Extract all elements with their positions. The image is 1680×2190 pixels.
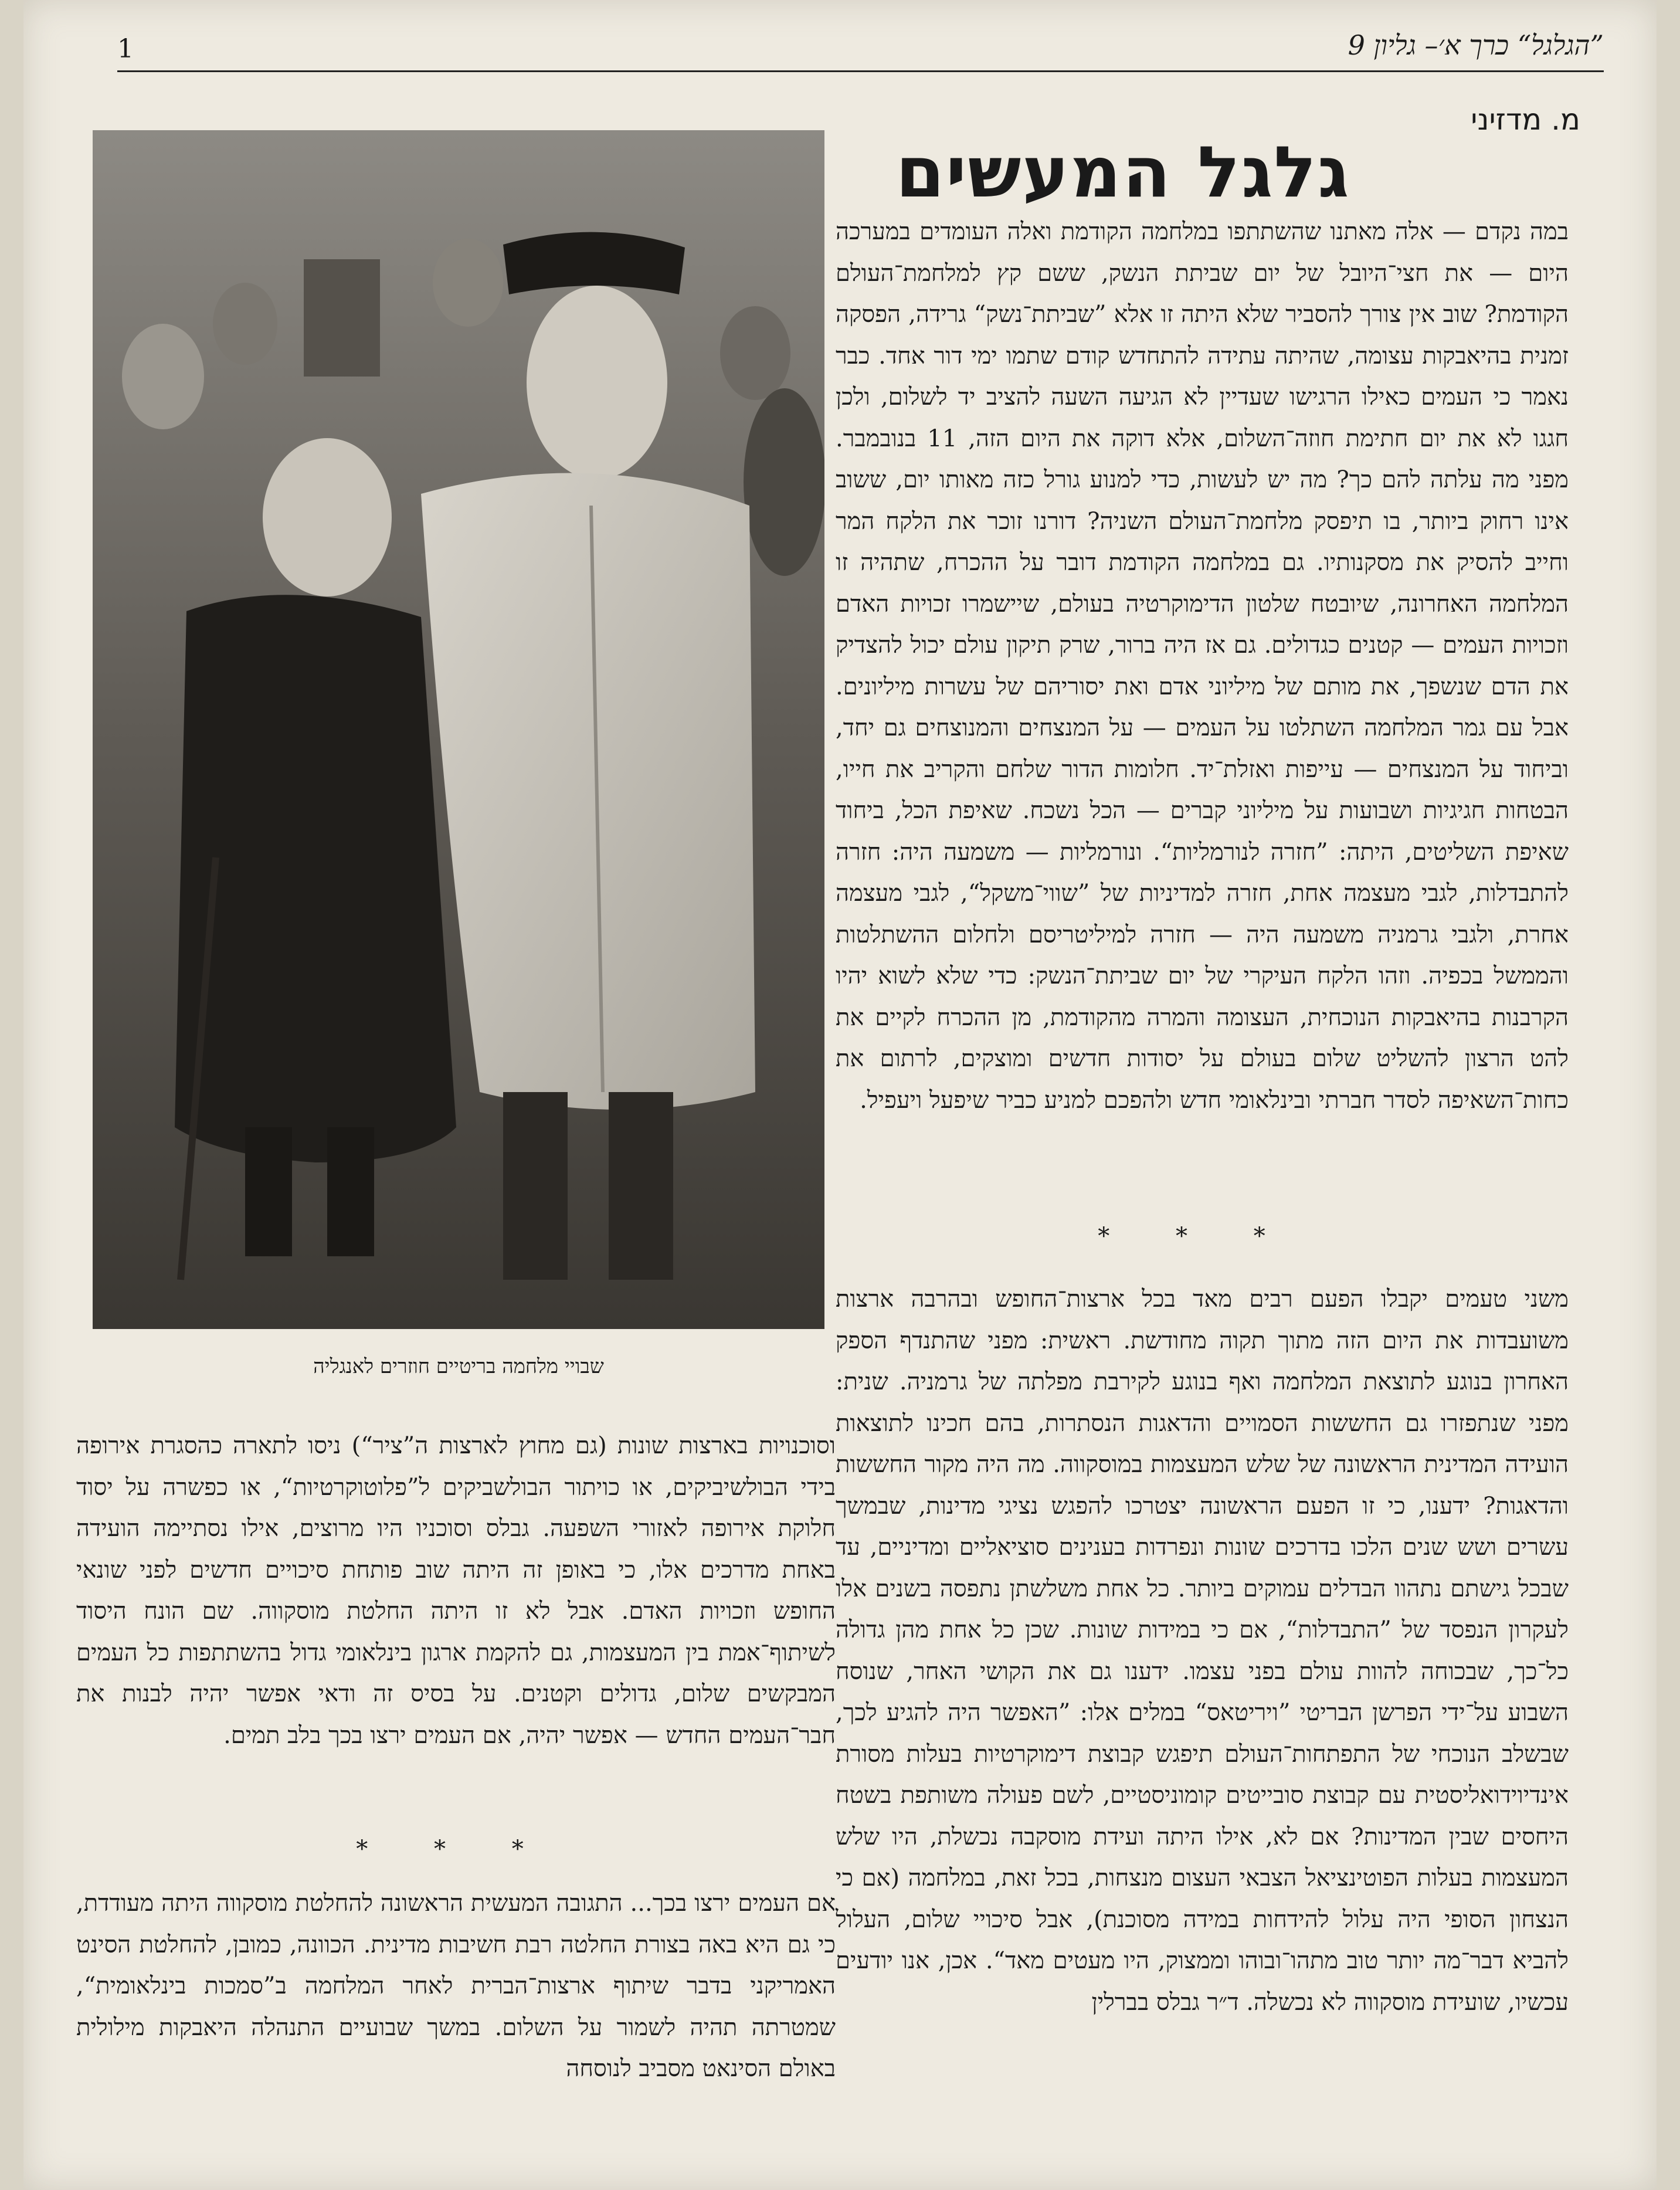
running-title: ”הגלגל“ כרך א׳– גליון 9 [1348, 29, 1604, 61]
paragraph: וסוכנויות בארצות שונות (גם מחוץ לארצות ה”ציר“) ניסו לתארה כהסגרת אירופה בידי הבולשיביקים, או כויתור הבולשביקים ל”פלוטוקרטיות“, או כפשרה על יסוד חלוקת אירופה לאזורי השפעה. גבלס וסוכניו היו מרוצים, אילו נסתיימה הועידה באחת מדרכים אלו, כי באופן זה היתה שוב פותחת סיכויים חדשים לפני שונאי החופש וזכויות האדם. אבל לא זו היתה החלטת מוסקווה. שם הונח היסוד לשיתוף־אמת בין המעצמות, גם להקמת ארגון בינלאומי גדול בהשתתפות כל העמים המבקשים שלום, גדולים וקטנים. על בסיס זה ודאי אפשר יהיה לבנות את חבר־העמים החדש — אפשר יהיה, אם העמים ירצו בכך בלב תמים. [76, 1432, 836, 1749]
section-separator: * * * [356, 1836, 553, 1863]
photo-caption: שבויי מלחמה בריטיים חוזרים לאנגליה [313, 1355, 604, 1378]
newspaper-page [23, 0, 1657, 2190]
paragraph: משני טעמים יקבלו הפעם רבים מאד בכל ארצות־החופש ובהרבה ארצות משועבדות את היום הזה מתוך תקוה מחודשת. ראשית: מפני שהתנדף הספק האחרון בנוגע לתוצאת המלחמה ואף בנוגע לקירבת מפלתה של גרמניה. שנית: מפני שנתפזרו גם החששות הסמויים והדאגות הנסתרות, בהם חכינו לתוצאות הועידה המדינית הראשונה של שלש המעצמות במוסקווה. מה היה מקור החששות והדאגות? ידענו, כי זו הפעם הראשונה יצטרכו להפגש נציגי מדינות, שבמשך עשרים ושש שנים הלכו בדרכים שונות ונפרדות בענינים סוציאליים ומדיניים, עד שבכל גישתם נתהוו הבדלים עמוקים ביותר. כל אחת משלשתן נתפסה בשנים אלו לעקרון הנפסד של ”התבדלות“, אם כי במידות שונות. שכן כל אחת מהן גדולה כל־כך, שבכוחה להוות עולם בפני עצמו. ידענו גם את הקושי האחר, שנוסח השבוע על־ידי הפרשן הבריטי ”ויריטאס“ במלים אלו: ”האפשר היה להגיע לכך, שבשלב הנוכחי של התפתחות־העולם תיפגש קבוצת דימוקרטיות בעלות מסורת אינדיוידואליסטית עם קבוצת סובייטים קומוניסטיים, לשם פעולה משותפת בשטח היחסים שבין המדינות? אם לא, אילו היתה ועידת מוסקבה נכשלת, היו שלש המעצמות בעלות הפוטינציאל הצבאי העצום מנצחות, בכל זאת, במלחמה (אם כי הנצחון הסופי היה עלול להידחות במידה מסוכנת), אבל סיכויי שלום, העלול להביא דבר־מה יותר טוב מתהו־ובוהו וממצוק, היו מעטים מאד“. אכן, אנו יודעים עכשיו, שועידת מוסקווה לא נכשלה. ד״ר גבלס בברלין [836, 1286, 1569, 2016]
article-author: מ. מדזיני [1471, 103, 1580, 137]
section-separator: * * * [1098, 1223, 1295, 1250]
article-column-3 [76, 1425, 836, 1883]
article-column-1 [836, 211, 1569, 1196]
page-header [117, 23, 1604, 72]
article-column-4 [76, 1883, 836, 2176]
page-number: 1 [117, 34, 134, 64]
paragraph: במה נקדם — אלה מאתנו שהשתתפו במלחמה הקודמת ואלה העומדים במערכה היום — את חצי־היובל של יום שביתת הנשק, ששם קץ למלחמת־העולם הקודמת? שוב אין צורך להסביר שלא היתה זו אלא ”שביתת־נשק“ גרידה, הפסקה זמנית בהיאבקות עצומה, שהיתה עתידה להתחדש קודם שתמו ימי דור אחד. כבר נאמר כי העמים כאילו הרגישו שעדיין לא הגיעה השעה להציב יד לשלום, ולכן חגגו לא את יום חתימת חוזה־השלום, אלא דוקה את היום הזה, 11 בנובמבר. מפני מה עלתה להם כך? מה יש לעשות, כדי למנוע גורל כזה מאותו יום, ששוב אינו רחוק ביותר, בו תיפסק מלחמת־העולם השניה? דורנו זוכר את הלקח המר וחייב להסיק את מסקנותיו. גם במלחמה הקודמת דובר על ההכרח, שתהיה זו המלחמה האחרונה, שיובטח שלטון הדימוקרטיה בעולם, שיישמרו זכויות האדם וזכויות העמים — קטנים כגדולים. גם אז היה ברור, שרק תיקון עולם יכול להצדיק את הדם שנשפך, את מותם של מיליוני אדם ואת יסוריהם של עשרות מיליונים. אבל עם גמר המלחמה השתלטו על העמים — על המנצחים והמנוצחים גם יחד, וביחוד על המנצחים — עייפות ואזלת־יד. חלומות הדור שלחם והקריב את חייו, הבטחות חגיגיות ושבועות על מיליוני קברים — הכל נשכח. שאיפת הכל, ביחוד שאיפת השליטים, היתה: ”חזרה לנורמליות“. ונורמליות — משמעה היה: חזרה להתבדלות, לגבי מעצמה אחת, חזרה למדיניות של ”שווי־משקל“, לגבי מעצמה אחרת, ולגבי גרמניה משמעה היה — חזרה למיליטריסם ולחלום ההשתלטות והממשל בכפיה. וזהו הלקח העיקרי של יום שביתת־הנשק: כדי שלא לשוא יהיו הקרבנות בהיאבקות הנוכחית, העצומה והמרה מהקודמת, מן ההכרח לקיים את להט הרצון להשליט שלום בעולם על יסודות חדשים ומוצקים, לרתום את כחות־השאיפה לסדר חברתי ובינלאומי חדש ולהפכם למניע כביר שיפעל ויעפיל. [836, 218, 1569, 1114]
paragraph: אם העמים ירצו בכך... התגובה המעשית הראשונה להחלטת מוסקווה היתה מעודדת, כי גם היא באה בצורת החלטה רבת חשיבות מדינית. הכוונה, כמובן, להחלטת הסינט האמריקני בדבר שיתוף ארצות־הברית לאחר המלחמה ב”סמכות בינלאומית“, שמטרתה תהיה לשמור על השלום. במשך שבועיים התנהלה היאבקות מילולית באולם הסינאט מסביב לנוסחה [76, 1890, 836, 2082]
news-photograph [93, 130, 824, 1329]
article-column-2 [836, 1279, 1569, 2182]
article-title: גלגל המעשים [895, 132, 1350, 213]
